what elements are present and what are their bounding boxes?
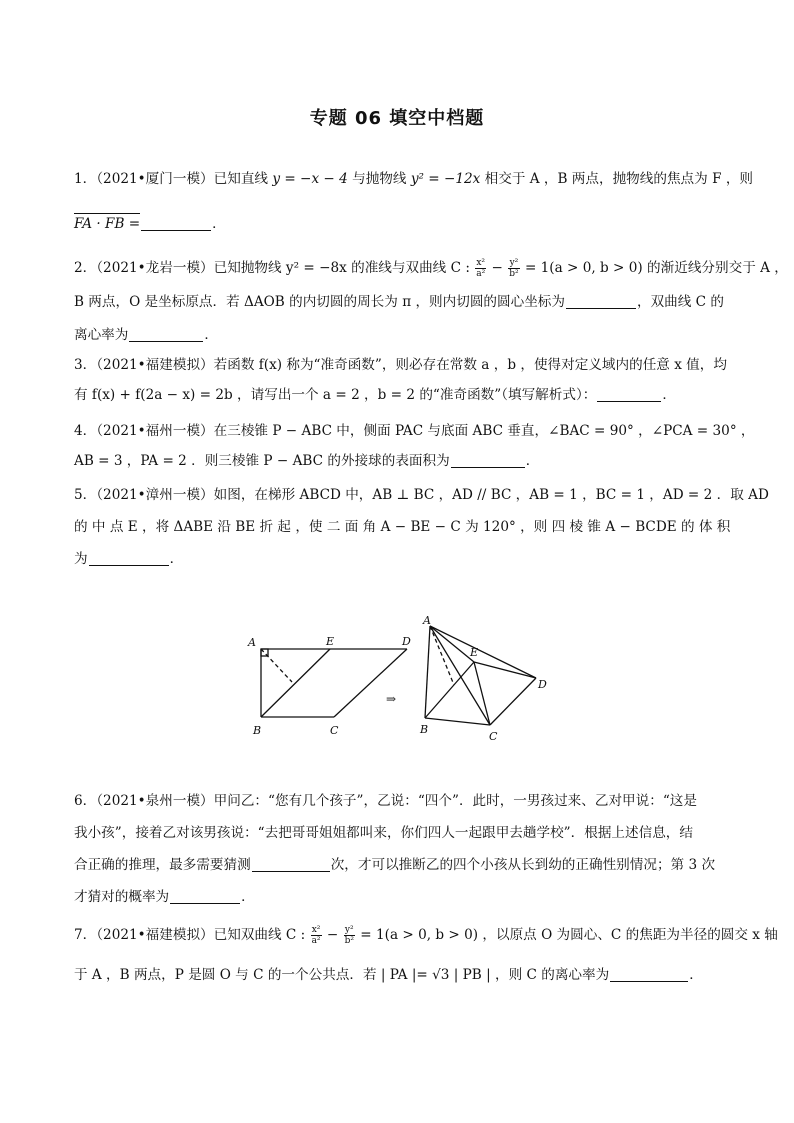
question-text: 相交于 A ，B 两点，抛物线的焦点为 F ，则 <box>480 171 754 187</box>
minus-sign: − <box>322 927 343 943</box>
question-source: （2021•厦门一模） <box>96 171 214 187</box>
label-B: B <box>253 724 262 737</box>
edge-ED <box>474 662 536 678</box>
question-text: 有 f(x) + f(2a − x) = 2b ，请写出一个 a = 2 ，b = 2 的“准奇函数”（填写解析式）： <box>74 387 597 403</box>
edge-BE <box>425 662 474 718</box>
question-number: 2． <box>74 260 97 276</box>
answer-blank[interactable] <box>170 889 240 904</box>
question-number: 7． <box>74 927 97 943</box>
label-A: A <box>248 636 256 649</box>
period: ． <box>689 967 703 983</box>
question-1-line-2 <box>74 215 734 233</box>
question-text: 与抛物线 <box>347 171 411 187</box>
edge-EC <box>474 662 490 725</box>
question-5-line-2 <box>74 518 734 536</box>
question-source: （2021•福建模拟） <box>96 357 214 373</box>
equation: y = −x − 4 <box>272 171 348 187</box>
question-text: 次，才可以推断乙的四个小孩从长到幼的正确性别情况；第 3 次 <box>330 857 716 873</box>
question-source: （2021•龙岩一模） <box>96 260 214 276</box>
question-text: 在三棱锥 P − ABC 中，侧面 PAC 与底面 ABC 垂直，∠BAC = 90° ，∠PCA = 30° ， <box>213 423 755 439</box>
question-number: 4． <box>74 423 97 439</box>
edge-CD <box>490 678 536 725</box>
answer-blank[interactable] <box>252 857 330 872</box>
period: ． <box>169 551 184 567</box>
question-7-line-1 <box>74 925 778 946</box>
fraction: $\frac{\text{x²}}{\text{a²}}$ <box>476 258 486 279</box>
minus-sign: − <box>487 260 508 276</box>
fraction: $\frac{\text{x²}}{\text{a²}}$ <box>311 925 321 946</box>
question-source: （2021•漳州一模） <box>96 487 214 503</box>
label-D: D <box>402 635 411 648</box>
question-text: 才猜对的概率为 <box>74 889 170 905</box>
question-6-line-1 <box>74 792 734 810</box>
question-3-line-2 <box>74 386 734 404</box>
question-6-line-2 <box>74 824 734 842</box>
answer-blank[interactable] <box>597 387 661 402</box>
question-text: 如图，在梯形 ABCD 中，AB ⊥ BC ，AD // BC ，AB = 1 ，BC = 1 ，AD = 2 ．取 AD <box>213 487 769 503</box>
label-E-folded: E <box>470 646 479 659</box>
question-text: 已知双曲线 C : <box>213 927 310 943</box>
question-text: 为 <box>74 551 88 567</box>
transform-arrow: ⇒ <box>386 692 397 706</box>
question-3-line-1 <box>74 356 734 374</box>
question-text: 若函数 f(x) 称为“准奇函数”，则必存在常数 a ，b ，使得对定义域内的任意 x 值，均 <box>213 357 727 373</box>
edge-AB <box>425 626 430 718</box>
answer-blank[interactable] <box>129 327 203 342</box>
question-text: 离心率为 <box>74 327 129 343</box>
question-text: 甲问乙：“您有几个孩子”，乙说：“四个”．此时，一男孩过来、乙对甲说：“这是 <box>213 793 697 809</box>
question-text: B 两点，O 是坐标原点．若 ΔAOB 的内切圆的周长为 π ，则内切圆的圆心坐标为 <box>74 294 565 310</box>
answer-blank[interactable] <box>566 294 636 309</box>
dashed-line <box>430 626 454 685</box>
question-text: 合正确的推理，最多需要猜测 <box>74 857 251 873</box>
question-4-line-2 <box>74 452 734 470</box>
answer-blank[interactable] <box>141 216 211 231</box>
question-source: （2021•福州一模） <box>96 423 214 439</box>
question-6-line-4 <box>74 888 734 906</box>
question-text: = 1(a > 0, b > 0) ，以原点 O 为圆心、C 的焦距为半径的圆交 x 轴 <box>355 927 778 943</box>
question-text: AB = 3 ，PA = 2 ．则三棱锥 P − ABC 的外接球的表面积为 <box>74 453 450 469</box>
vector-expression: FA · FB = <box>74 216 141 232</box>
edge-CD <box>334 649 407 717</box>
label-C-folded: C <box>489 730 498 743</box>
label-A-folded: A <box>423 614 431 627</box>
label-E: E <box>326 635 335 648</box>
period: ． <box>662 387 676 403</box>
period: ． <box>212 216 226 232</box>
question-text: 已知抛物线 y² = −8x 的准线与双曲线 C : <box>213 260 475 276</box>
question-5-line-3 <box>74 550 734 568</box>
question-number: 6． <box>74 793 97 809</box>
equation: y² = −12x <box>410 171 481 187</box>
question-5-line-1 <box>74 486 769 504</box>
edge-BC <box>425 718 490 725</box>
question-2-line-3 <box>74 326 734 344</box>
trapezoid-figure <box>261 649 407 717</box>
question-2-line-2 <box>74 293 734 311</box>
answer-blank[interactable] <box>610 967 688 982</box>
question-text: 我小孩”，接着乙对该男孩说：“去把哥哥姐姐都叫来，你们四人一起跟甲去趟学校”．根据上述信息，结 <box>74 825 693 841</box>
dashed-line <box>261 649 292 682</box>
question-6-line-3 <box>74 856 734 874</box>
geometry-figure <box>240 610 570 750</box>
question-source: （2021•泉州一模） <box>96 793 214 809</box>
question-2-line-1 <box>74 258 788 279</box>
page-title: 专题 06 填空中档题 <box>309 108 485 129</box>
period: ． <box>525 453 540 469</box>
question-1-line-1 <box>74 170 754 188</box>
fraction: $\frac{\text{y²}}{\text{b²}}$ <box>344 925 354 946</box>
fraction: $\frac{\text{y²}}{\text{b²}}$ <box>509 258 519 279</box>
question-text: 已知直线 <box>213 171 273 187</box>
question-number: 3． <box>74 357 97 373</box>
answer-blank[interactable] <box>89 551 169 566</box>
question-number: 1． <box>74 171 97 187</box>
question-source: （2021•福建模拟） <box>96 927 214 943</box>
label-B-folded: B <box>420 723 429 736</box>
question-text: 于 A ，B 两点，P 是圆 O 与 C 的一个公共点．若 | PA |= √3 | PB | ，则 C 的离心率为 <box>74 967 610 983</box>
period: ． <box>204 327 218 343</box>
question-7-line-2 <box>74 966 734 984</box>
label-D-folded: D <box>538 678 547 691</box>
answer-blank[interactable] <box>451 453 525 468</box>
question-text: 的 中 点 E ，将 ΔABE 沿 BE 折 起 ，使 二 面 角 A − BE − C 为 120° ，则 四 棱 锥 A − BCDE 的 体 积 <box>74 519 731 535</box>
question-number: 5． <box>74 487 97 503</box>
period: ． <box>241 889 255 905</box>
question-4-line-1 <box>74 422 755 440</box>
question-text: = 1(a > 0, b > 0) 的渐近线分别交于 A ， <box>520 260 788 276</box>
pyramid-figure <box>425 626 536 725</box>
question-text: ，双曲线 C 的 <box>636 294 724 310</box>
label-C: C <box>330 724 339 737</box>
